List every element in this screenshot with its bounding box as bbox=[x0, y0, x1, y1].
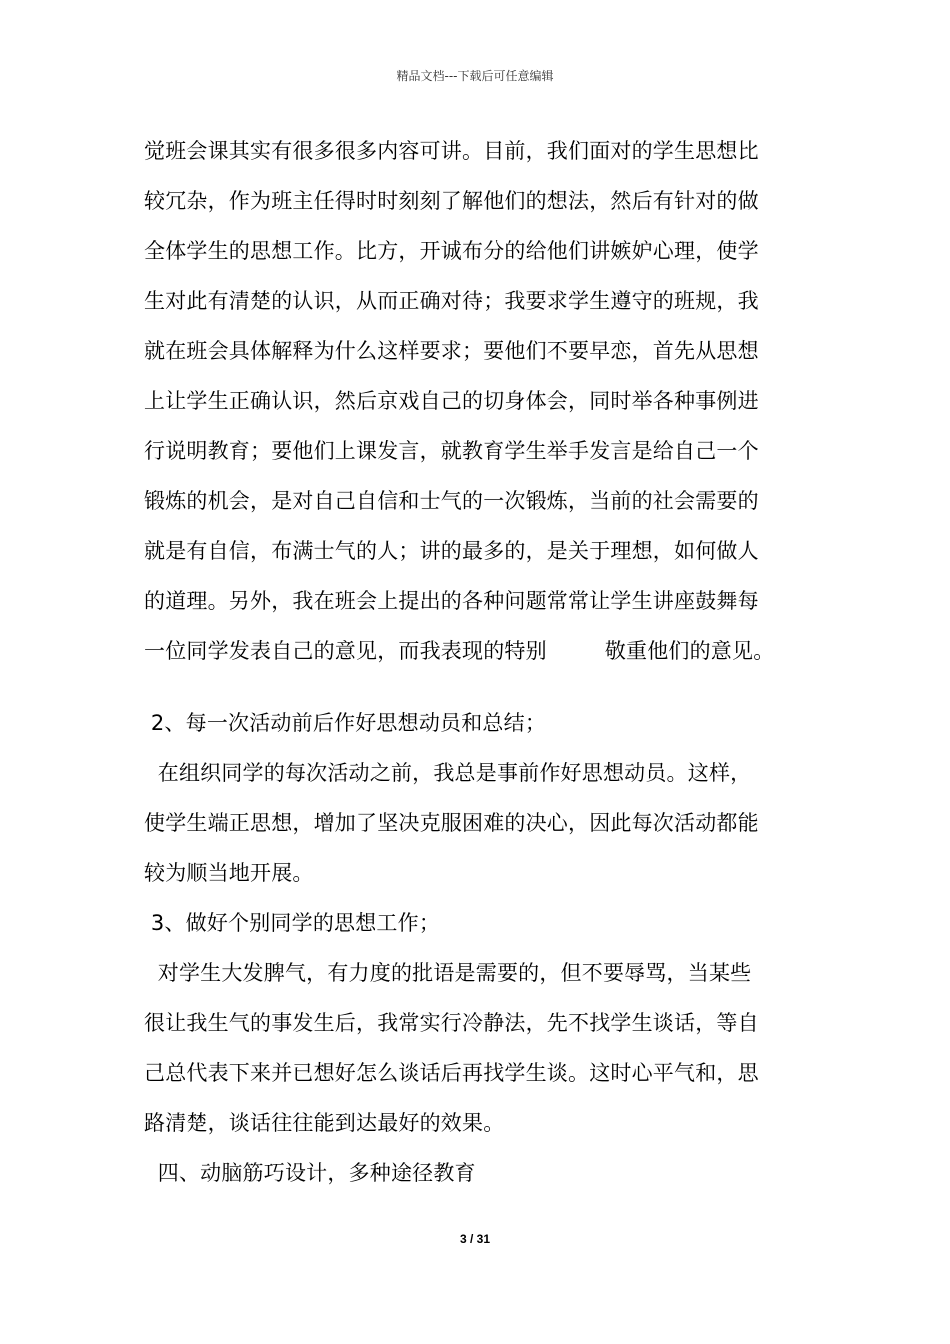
text-line: 就是有自信，布满士气的人；讲的最多的，是关于理想，如何做人 bbox=[144, 539, 759, 563]
document-body bbox=[144, 126, 814, 676]
text-line: 上让学生正确认识，然后京戏自己的切身体会，同时举各种事例进 bbox=[144, 389, 759, 413]
text-line: 觉班会课其实有很多很多内容可讲。目前，我们面对的学生思想比 bbox=[144, 139, 759, 163]
text-line: 行说明教育；要他们上课发言，就教育学生举手发言是给自己一个 bbox=[144, 439, 759, 463]
text-line: 对学生大发脾气，有力度的批语是需要的，但不要辱骂，当某些 bbox=[144, 961, 752, 985]
text-line: 生对此有清楚的认识，从而正确对待；我要求学生遵守的班规，我 bbox=[144, 289, 759, 313]
text-line: 的道理。另外，我在班会上提出的各种问题常常让学生讲座鼓舞每 bbox=[144, 589, 759, 613]
text-fragment: 一位同学发表自己的意见，而我表现的特别 bbox=[144, 639, 547, 663]
text-line: 锻炼的机会，是对自己自信和士气的一次锻炼，当前的社会需要的 bbox=[144, 489, 759, 513]
text-line: 在组织同学的每次活动之前，我总是事前作好思想动员。这样， bbox=[144, 761, 752, 785]
text-line: 较冗杂，作为班主任得时时刻刻了解他们的想法，然后有针对的做 bbox=[144, 189, 759, 213]
section-heading: 3、做好个别同学的思想工作； bbox=[144, 911, 441, 935]
text-line-last bbox=[144, 626, 814, 676]
document-sections bbox=[144, 698, 814, 1198]
text-line: 全体学生的思想工作。比方，开诚布分的给他们讲嫉妒心理，使学 bbox=[144, 239, 759, 263]
page-number: 3 / 31 bbox=[459, 1232, 491, 1246]
section-heading: 2、每一次活动前后作好思想动员和总结； bbox=[144, 711, 547, 735]
section-heading: 四、动脑筋巧设计，多种途径教育 bbox=[144, 1161, 476, 1185]
text-line: 己总代表下来并已想好怎么谈话后再找学生谈。这时心平气和，思 bbox=[144, 1061, 759, 1085]
text-fragment: 敬重他们的意见。 bbox=[604, 639, 775, 663]
text-line: 路清楚，谈话往往能到达最好的效果。 bbox=[144, 1111, 505, 1135]
text-line: 使学生端正思想，增加了坚决克服困难的决心，因此每次活动都能 bbox=[144, 811, 759, 835]
text-line: 很让我生气的事发生后，我常实行冷静法，先不找学生谈话，等自 bbox=[144, 1011, 759, 1035]
page-header: 精品文档---下载后可任意编辑 bbox=[396, 69, 554, 83]
text-line: 较为顺当地开展。 bbox=[144, 861, 314, 885]
text-line: 就在班会具体解释为什么这样要求；要他们不要早恋，首先从思想 bbox=[144, 339, 759, 363]
